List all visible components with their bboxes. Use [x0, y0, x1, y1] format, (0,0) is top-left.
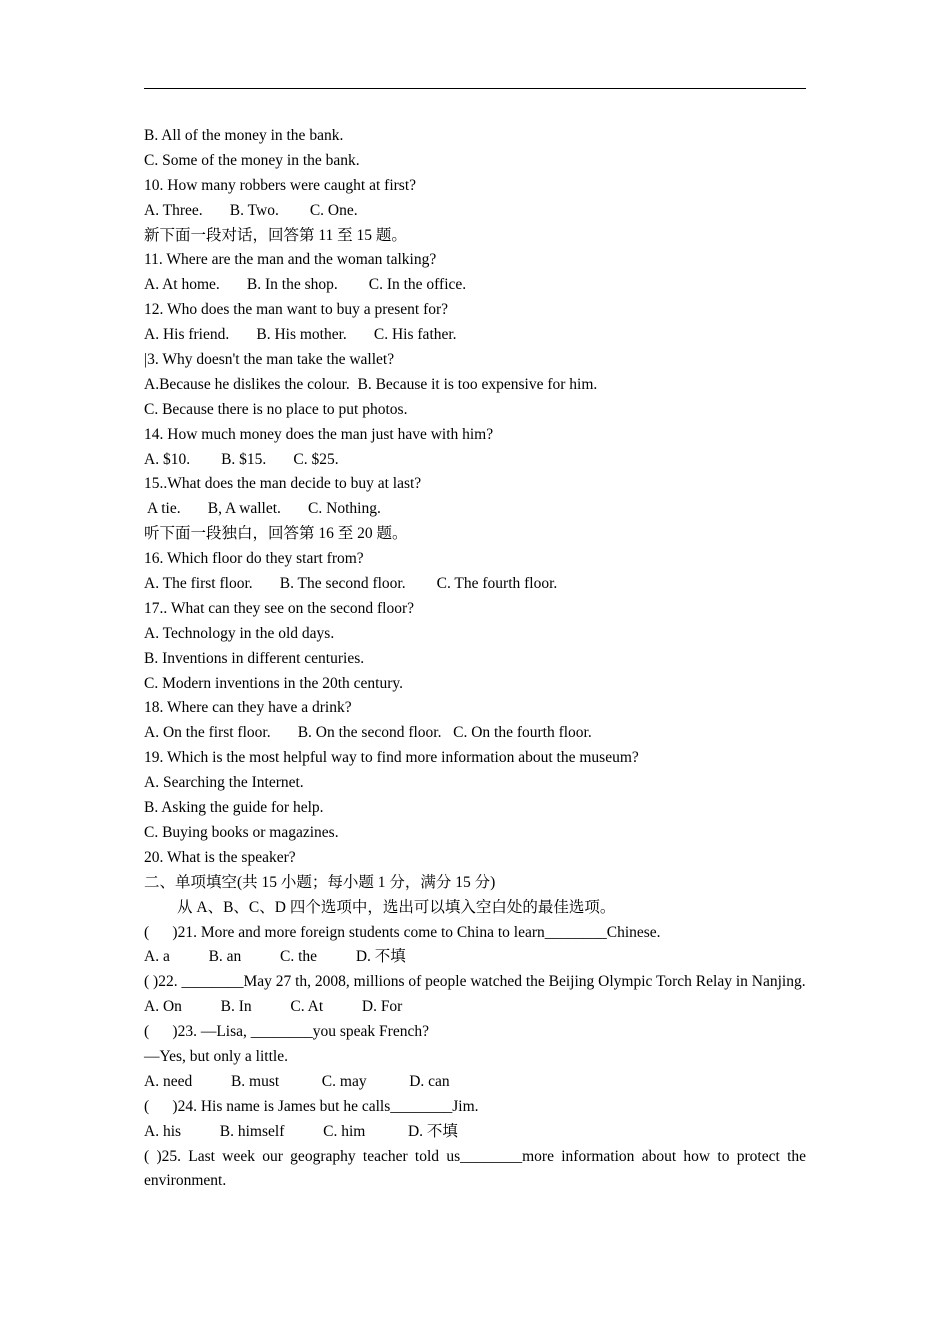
- option-line: A. His friend. B. His mother. C. His father.: [144, 326, 457, 344]
- option-line: C. Modern inventions in the 20th century.: [144, 674, 404, 692]
- option-line: A. his B. himself C. him D. 不填: [144, 1122, 458, 1140]
- section-instruction: 听下面一段独白，回答第 16 至 20 题。: [144, 525, 408, 543]
- question-line: 19. Which is the most helpful way to find more information about the museum?: [144, 749, 639, 767]
- option-line: A. The first floor. B. The second floor. C. The fourth floor.: [144, 575, 558, 593]
- option-line: A. Technology in the old days.: [144, 624, 335, 642]
- question-line: 12. Who does the man want to buy a present for?: [144, 301, 449, 319]
- section-instruction: 新下面一段对话，回答第 11 至 15 题。: [144, 226, 407, 244]
- option-line: A. At home. B. In the shop. C. In the office.: [144, 276, 467, 294]
- question-line: 11. Where are the man and the woman talking?: [144, 251, 437, 269]
- option-line: B. All of the money in the bank.: [144, 127, 344, 144]
- option-line: A. need B. must C. may D. can: [144, 1072, 450, 1090]
- option-line: A. $10. B. $15. C. $25.: [144, 450, 339, 468]
- document-body: [144, 124, 806, 1194]
- option-line: A. On B. In C. At D. For: [144, 998, 403, 1016]
- option-line: C. Buying books or magazines.: [144, 823, 339, 841]
- option-line: A. Three. B. Two. C. One.: [144, 201, 358, 219]
- option-line: A. a B. an C. the D. 不填: [144, 948, 406, 966]
- option-line: B. Asking the guide for help.: [144, 799, 324, 817]
- question-line: 20. What is the speaker?: [144, 848, 296, 866]
- option-line: B. Inventions in different centuries.: [144, 649, 365, 667]
- question-line: 17.. What can they see on the second floor?: [144, 599, 415, 617]
- question-line: 15..What does the man decide to buy at last?: [144, 475, 422, 493]
- option-line: C. Because there is no place to put photos.: [144, 400, 408, 418]
- question-line: ( )22. ________May 27 th, 2008, millions of people watched the Beijing Olympic Torch Relay in Nanjing.: [144, 973, 806, 991]
- question-line: ( )21. More and more foreign students come to China to learn________Chinese.: [144, 923, 661, 941]
- question-line: ( )24. His name is James but he calls________Jim.: [144, 1097, 479, 1115]
- answer-line: —Yes, but only a little.: [144, 1047, 288, 1065]
- header-rule: [144, 88, 806, 89]
- question-line: 16. Which floor do they start from?: [144, 550, 364, 568]
- option-line: A. Searching the Internet.: [144, 774, 304, 792]
- question-line: 14. How much money does the man just have with him?: [144, 425, 494, 443]
- option-line: A tie. B, A wallet. C. Nothing.: [144, 500, 381, 518]
- option-line: A. On the first floor. B. On the second floor. C. On the fourth floor.: [144, 724, 592, 742]
- question-line: 10. How many robbers were caught at first?: [144, 176, 417, 194]
- question-line: ( )23. —Lisa, ________you speak French?: [144, 1023, 429, 1041]
- option-line: C. Some of the money in the bank.: [144, 151, 360, 169]
- option-line: A.Because he dislikes the colour. B. Because it is too expensive for him.: [144, 375, 598, 393]
- question-line: ( )25. Last week our geography teacher told us________more information about how to protect the environment.: [144, 1147, 806, 1190]
- section-heading: 二、单项填空(共 15 小题；每小题 1 分，满分 15 分): [144, 873, 496, 891]
- question-line: |3. Why doesn't the man take the wallet?: [144, 351, 395, 369]
- section-instruction: 从 A、B、C、D 四个选项中，选出可以填入空白处的最佳选项。: [177, 898, 616, 916]
- question-line: 18. Where can they have a drink?: [144, 699, 352, 717]
